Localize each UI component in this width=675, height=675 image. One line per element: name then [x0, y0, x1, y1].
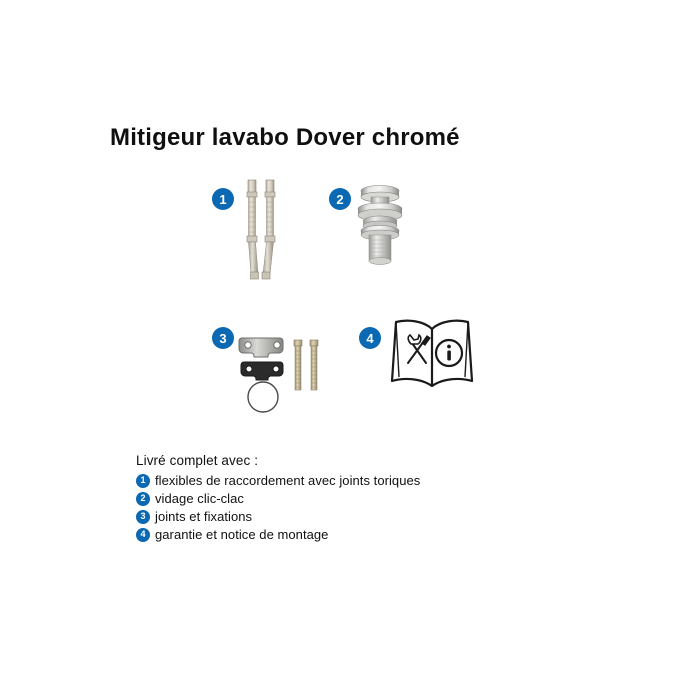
list-item-label: flexibles de raccordement avec joints toriques — [155, 473, 421, 488]
list-item-label: vidage clic-clac — [155, 491, 244, 506]
included-items-list — [136, 453, 556, 545]
list-title: Livré complet avec : — [136, 453, 259, 468]
flexible-hoses-icon — [236, 178, 296, 288]
list-item — [136, 527, 556, 542]
callout-badge-2: 2 — [329, 188, 351, 210]
callout-badge-1: 1 — [212, 188, 234, 210]
callout-badge-3: 3 — [212, 327, 234, 349]
list-badge-2: 2 — [136, 492, 150, 506]
list-item — [136, 509, 556, 524]
seals-and-fixings-icon — [232, 318, 332, 418]
callout-badge-4: 4 — [359, 327, 381, 349]
list-badge-1: 1 — [136, 474, 150, 488]
list-item — [136, 491, 556, 506]
list-badge-4: 4 — [136, 528, 150, 542]
list-item-label: joints et fixations — [155, 509, 253, 524]
pop-up-waste-icon — [345, 176, 415, 276]
list-item-label: garantie et notice de montage — [155, 527, 329, 542]
instruction-manual-icon — [386, 313, 478, 393]
page-title: Mitigeur lavabo Dover chromé — [110, 124, 460, 151]
list-item — [136, 473, 556, 488]
list-badge-3: 3 — [136, 510, 150, 524]
